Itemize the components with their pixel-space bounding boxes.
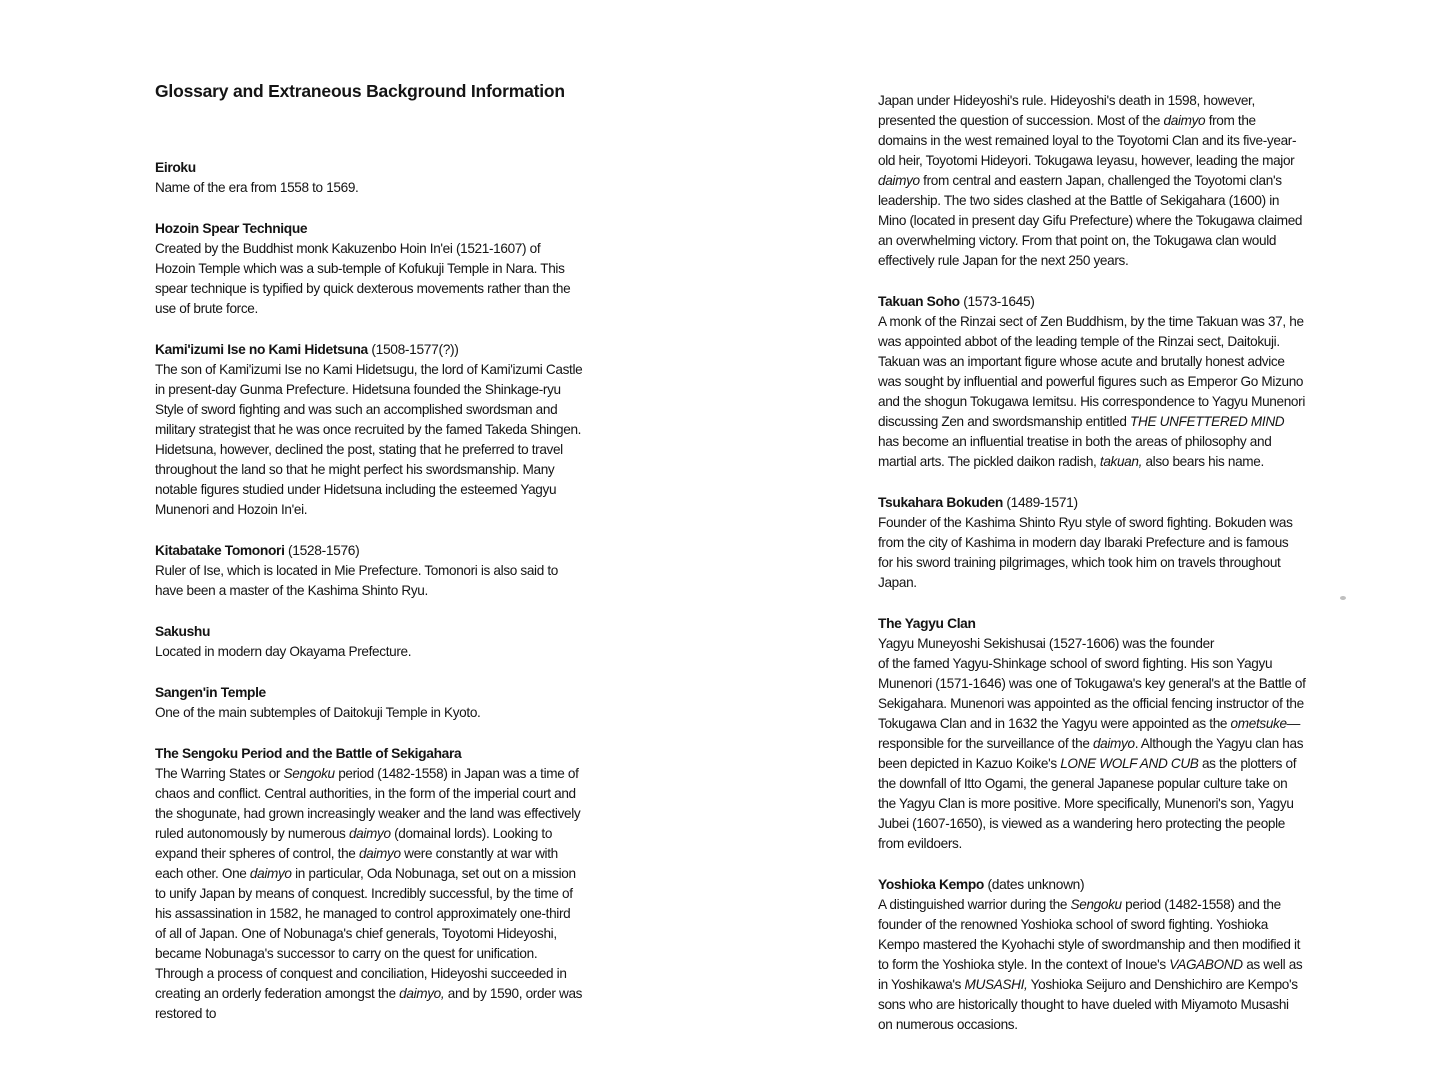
text-run: from the domains in the west remained loyal to the Toyotomi Clan and its five-year-old heir, Toyotomi Hideyori. Tokugawa Ieyasu, however, leading the major [878, 113, 1297, 168]
text-run: The Warring States or [155, 766, 284, 781]
section-heading: Kami'izumi Ise no Kami Hidetsuna (1508-1577(?)) [155, 342, 459, 357]
section-heading: Kitabatake Tomonori (1528-1576) [155, 543, 360, 558]
section-paragraph [155, 239, 583, 319]
section-heading-dates: (1489-1571) [1002, 495, 1078, 510]
italic-text-run: daimyo [1163, 113, 1206, 128]
section-paragraph [878, 91, 1306, 271]
text-run: has become an influential treatise in both the areas of philosophy and martial arts. The pickled daikon radish, [878, 434, 1272, 469]
text-run: also bears his name. [1142, 454, 1264, 469]
text-run: Name of the era from 1558 to 1569. [155, 180, 359, 195]
text-run: . Although the Yagyu clan has been depicted in Kazuo Koike's [878, 736, 1304, 771]
glossary-section [155, 158, 583, 198]
text-run: One of the main subtemples of Daitokuji Temple in Kyoto. [155, 705, 481, 720]
text-run: —responsible for the surveillance of the [878, 716, 1300, 751]
text-run: Founder of the Kashima Shinto Ryu style of sword fighting. Bokuden was from the city of Kashima in modern day Ibaraki Prefecture and is famous for his sword training pilgrimages, which took him on travels throughout Japan. [878, 515, 1293, 590]
text-run: as well as in Yoshikawa's [878, 957, 1303, 992]
italic-text-run: MUSASHI, [964, 977, 1028, 992]
italic-text-run: daimyo [249, 866, 292, 881]
section-heading: Eiroku [155, 160, 196, 175]
text-run: in particular, Oda Nobunaga, set out on a mission to unify Japan by means of conquest. Incredibly successful, by the time of his assassination in 1582, he managed to control approximately one-third of all of Japan. One of Nobunaga's chief generals, Toyotomi Hideyoshi, became Nobunaga's successor to carry on the quest for unification. Through a process of conquest and conciliation, Hideyoshi succeeded in creating an orderly federation amongst the [155, 866, 576, 1001]
scan-speck-artifact [1340, 596, 1346, 600]
italic-text-run: THE UNFETTERED MIND [1130, 414, 1285, 429]
section-heading: The Sengoku Period and the Battle of Sekigahara [155, 746, 462, 761]
text-run: The son of Kami'izumi Ise no Kami Hidetsugu, the lord of Kami'izumi Castle in present-day Gunma Prefecture. Hidetsuna founded the Shinkage-ryu Style of sword fighting and was such an accomplished swordsman and military strategist that he was once recruited by the famed Takeda Shingen. Hidetsuna, however, declined the post, stating that he preferred to travel throughout the land so that he might perfect his swordsmanship. Many notable figures studied under Hidetsuna including the esteemed Yagyu Munenori and Hozoin In'ei. [155, 362, 583, 517]
text-run: from central and eastern Japan, challenged the Toyotomi clan's leadership. The two sides clashed at the Battle of Sekigahara (1600) in Mino (located in present day Gifu Prefecture) where the Tokugawa claimed an overwhelming victory. From that point on, the Tokugawa clan would effectively rule Japan for the next 250 years. [878, 173, 1303, 268]
section-paragraph [155, 178, 583, 198]
italic-text-run: VAGABOND [1169, 957, 1243, 972]
glossary-section [878, 875, 1306, 1035]
glossary-section [155, 340, 583, 520]
section-heading: Sakushu [155, 624, 211, 639]
italic-text-run: LONE WOLF AND CUB [1060, 756, 1199, 771]
text-run: and by 1590, order was restored to [155, 986, 583, 1021]
section-heading-dates: (1508-1577(?)) [367, 342, 459, 357]
left-column [155, 80, 583, 1024]
text-run: were constantly at war with each other. One [155, 846, 558, 881]
section-heading-dates: (1528-1576) [284, 543, 360, 558]
section-paragraph [878, 513, 1306, 593]
text-run: Ruler of Ise, which is located in Mie Prefecture. Tomonori is also said to have been a master of the Kashima Shinto Ryu. [155, 563, 558, 598]
glossary-section [155, 683, 583, 723]
italic-text-run: daimyo, [399, 986, 445, 1001]
section-heading: Yoshioka Kempo (dates unknown) [878, 877, 1085, 892]
glossary-section [878, 493, 1306, 593]
section-heading: Hozoin Spear Technique [155, 221, 308, 236]
section-paragraph [155, 703, 583, 723]
italic-text-run: Sengoku [283, 766, 335, 781]
section-paragraph [155, 360, 583, 520]
section-heading-dates: (dates unknown) [984, 877, 1085, 892]
glossary-section [155, 219, 583, 319]
section-paragraph [878, 312, 1306, 472]
italic-text-run: daimyo [358, 846, 401, 861]
text-run: A distinguished warrior during the [878, 897, 1071, 912]
glossary-section [155, 622, 583, 662]
italic-text-run: daimyo [348, 826, 391, 841]
section-heading: Tsukahara Bokuden (1489-1571) [878, 495, 1078, 510]
right-page-sections [878, 91, 1306, 1035]
italic-text-run: Sengoku [1070, 897, 1122, 912]
italic-text-run: daimyo [878, 173, 920, 188]
italic-text-run: daimyo [1092, 736, 1135, 751]
section-heading: Sangen'in Temple [155, 685, 266, 700]
text-run: period (1482-1558) and the founder of the renowned Yoshioka school of sword fighting. Yoshioka Kempo mastered the Kyohachi style of swordmanship and then modified it to form the Yoshioka style. In the context of Inoue's [878, 897, 1301, 972]
text-run: Located in modern day Okayama Prefecture. [155, 644, 412, 659]
section-paragraph [155, 561, 583, 601]
text-run: Yagyu Muneyoshi Sekishusai (1527-1606) was the founder [878, 636, 1215, 651]
section-paragraph [878, 895, 1306, 1035]
italic-text-run: ometsuke [1230, 716, 1287, 731]
glossary-section [878, 292, 1306, 472]
right-column [878, 91, 1306, 1035]
text-run: Yoshioka Seijuro and Denshichiro are Kempo's sons who are historically thought to have dueled with Miyamoto Musashi on numerous occasions. [878, 977, 1298, 1032]
text-run: of the famed Yagyu-Shinkage school of sword fighting. His son Yagyu Munenori (1571-1646) was one of Tokugawa's key general's at the Battle of Sekigahara. Munenori was appointed as the official fencing instructor of the Tokugawa Clan and in 1632 the Yagyu were appointed as the [878, 656, 1306, 731]
text-run: A monk of the Rinzai sect of Zen Buddhism, by the time Takuan was 37, he was appointed abbot of the leading temple of the Rinzai sect, Daitokuji. Takuan was an important figure whose acute and brutally honest advice was sought by influential and powerful figures such as Emperor Go Mizuno and the shogun Tokugawa Iemitsu. His correspondence to Yagyu Munenori discussing Zen and swordsmanship entitled [878, 314, 1305, 429]
glossary-section [878, 614, 1306, 854]
italic-text-run: takuan, [1099, 454, 1143, 469]
section-paragraph [155, 764, 583, 1024]
section-paragraph [878, 634, 1306, 854]
text-run: Japan under Hideyoshi's rule. Hideyoshi's death in 1598, however, presented the question of succession. Most of the [878, 93, 1255, 128]
section-paragraph [155, 642, 583, 662]
text-run: as the plotters of the downfall of Itto Ogami, the general Japanese popular culture take on the Yagyu Clan is more positive. More specifically, Munenori's son, Yagyu Jubei (1607-1650), is viewed as a wandering hero protecting the people from evildoers. [878, 756, 1297, 851]
section-heading: Takuan Soho (1573-1645) [878, 294, 1035, 309]
right-page [728, 0, 1456, 1070]
glossary-section [155, 541, 583, 601]
glossary-section [878, 91, 1306, 271]
section-heading: The Yagyu Clan [878, 616, 976, 631]
text-run: (domainal lords). Looking to expand their spheres of control, the [155, 826, 553, 861]
left-page-sections [155, 158, 583, 1024]
page-title: Glossary and Extraneous Background Information [155, 81, 565, 101]
text-run: Created by the Buddhist monk Kakuzenbo Hoin In'ei (1521-1607) of Hozoin Temple which was a sub-temple of Kofukuji Temple in Nara. This spear technique is typified by quick dexterous movements rather than the use of brute force. [155, 241, 571, 316]
text-run: period (1482-1558) in Japan was a time of chaos and conflict. Central authorities, in the form of the imperial court and the shogunate, had grown increasingly weaker and the land was effectively ruled autonomously by numerous [155, 766, 581, 841]
glossary-section [155, 744, 583, 1024]
section-heading-dates: (1573-1645) [959, 294, 1035, 309]
